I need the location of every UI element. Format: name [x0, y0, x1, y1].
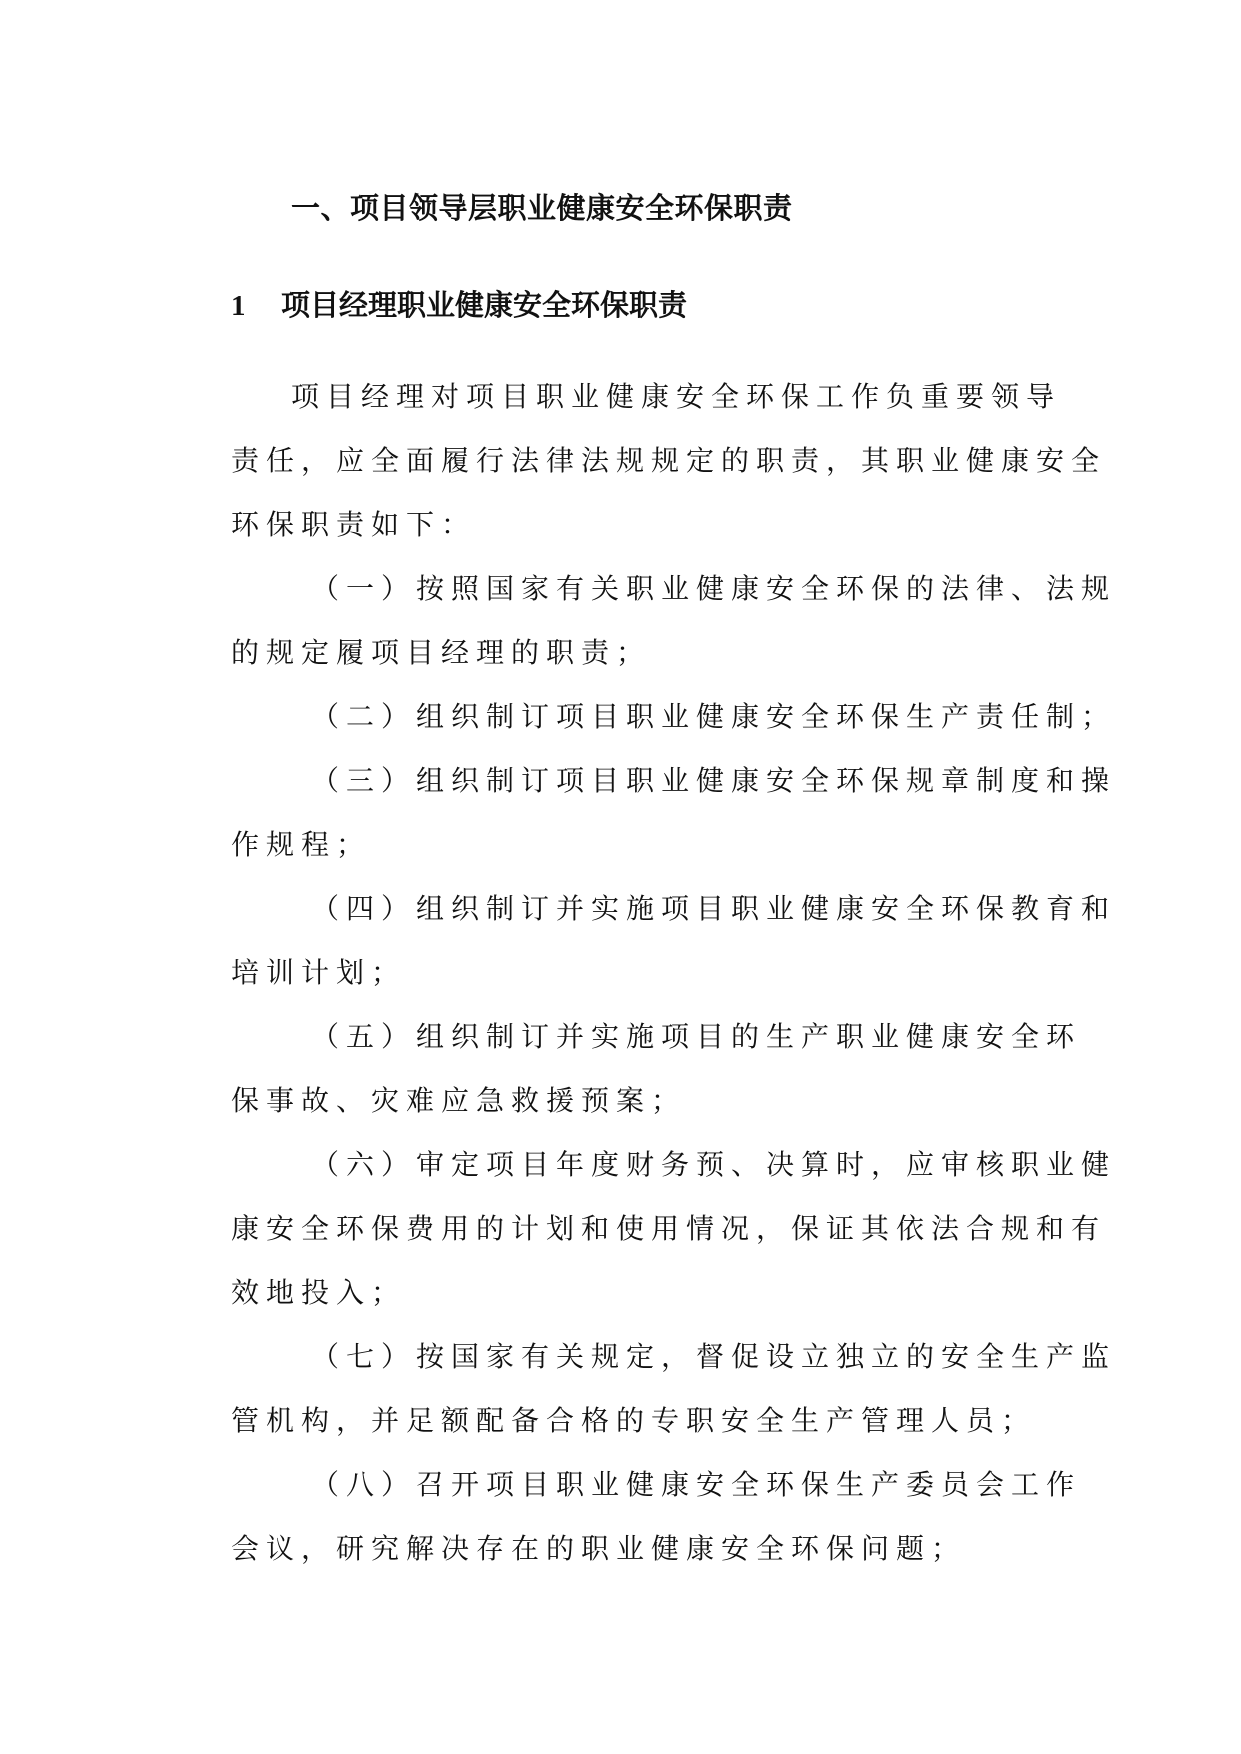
paragraph-line: 康安全环保费用的计划和使用情况，保证其依法合规和有 [231, 1212, 1107, 1245]
paragraph-line: 环保职责如下： [231, 508, 477, 541]
section-heading: 一、项目领导层职业健康安全环保职责 [291, 191, 793, 225]
subsection-title: 项目经理职业健康安全环保职责 [281, 288, 688, 322]
paragraph-line: 效地投入； [231, 1276, 407, 1309]
paragraph-line: （三）组织制订项目职业健康安全环保规章制度和操 [311, 764, 1117, 797]
paragraph-line: 会议，研究解决存在的职业健康安全环保问题； [231, 1532, 967, 1565]
paragraph-line: 项目经理对项目职业健康安全环保工作负重要领导 [291, 380, 1062, 413]
paragraph-line: （六）审定项目年度财务预、决算时，应审核职业健 [311, 1148, 1117, 1181]
subsection-number: 1 [231, 290, 246, 322]
paragraph-line: 管机构，并足额配备合格的专职安全生产管理人员； [231, 1404, 1037, 1437]
subsection-heading [231, 285, 687, 326]
paragraph-line: 培训计划； [231, 956, 407, 989]
paragraph-line: 的规定履项目经理的职责； [231, 636, 652, 669]
paragraph-line: 作规程； [231, 828, 372, 861]
paragraph-line: （四）组织制订并实施项目职业健康安全环保教育和 [311, 892, 1117, 925]
paragraph-line: （一）按照国家有关职业健康安全环保的法律、法规 [311, 572, 1117, 605]
paragraph-line: 保事故、灾难应急救援预案； [231, 1084, 687, 1117]
paragraph-line: （八）召开项目职业健康安全环保生产委员会工作 [311, 1468, 1082, 1501]
paragraph-line: （五）组织制订并实施项目的生产职业健康安全环 [311, 1020, 1082, 1053]
paragraph-line: （二）组织制订项目职业健康安全环保生产责任制； [311, 700, 1117, 733]
paragraph-line: （七）按国家有关规定，督促设立独立的安全生产监 [311, 1340, 1117, 1373]
paragraph-line: 责任，应全面履行法律法规规定的职责，其职业健康安全 [231, 444, 1107, 477]
